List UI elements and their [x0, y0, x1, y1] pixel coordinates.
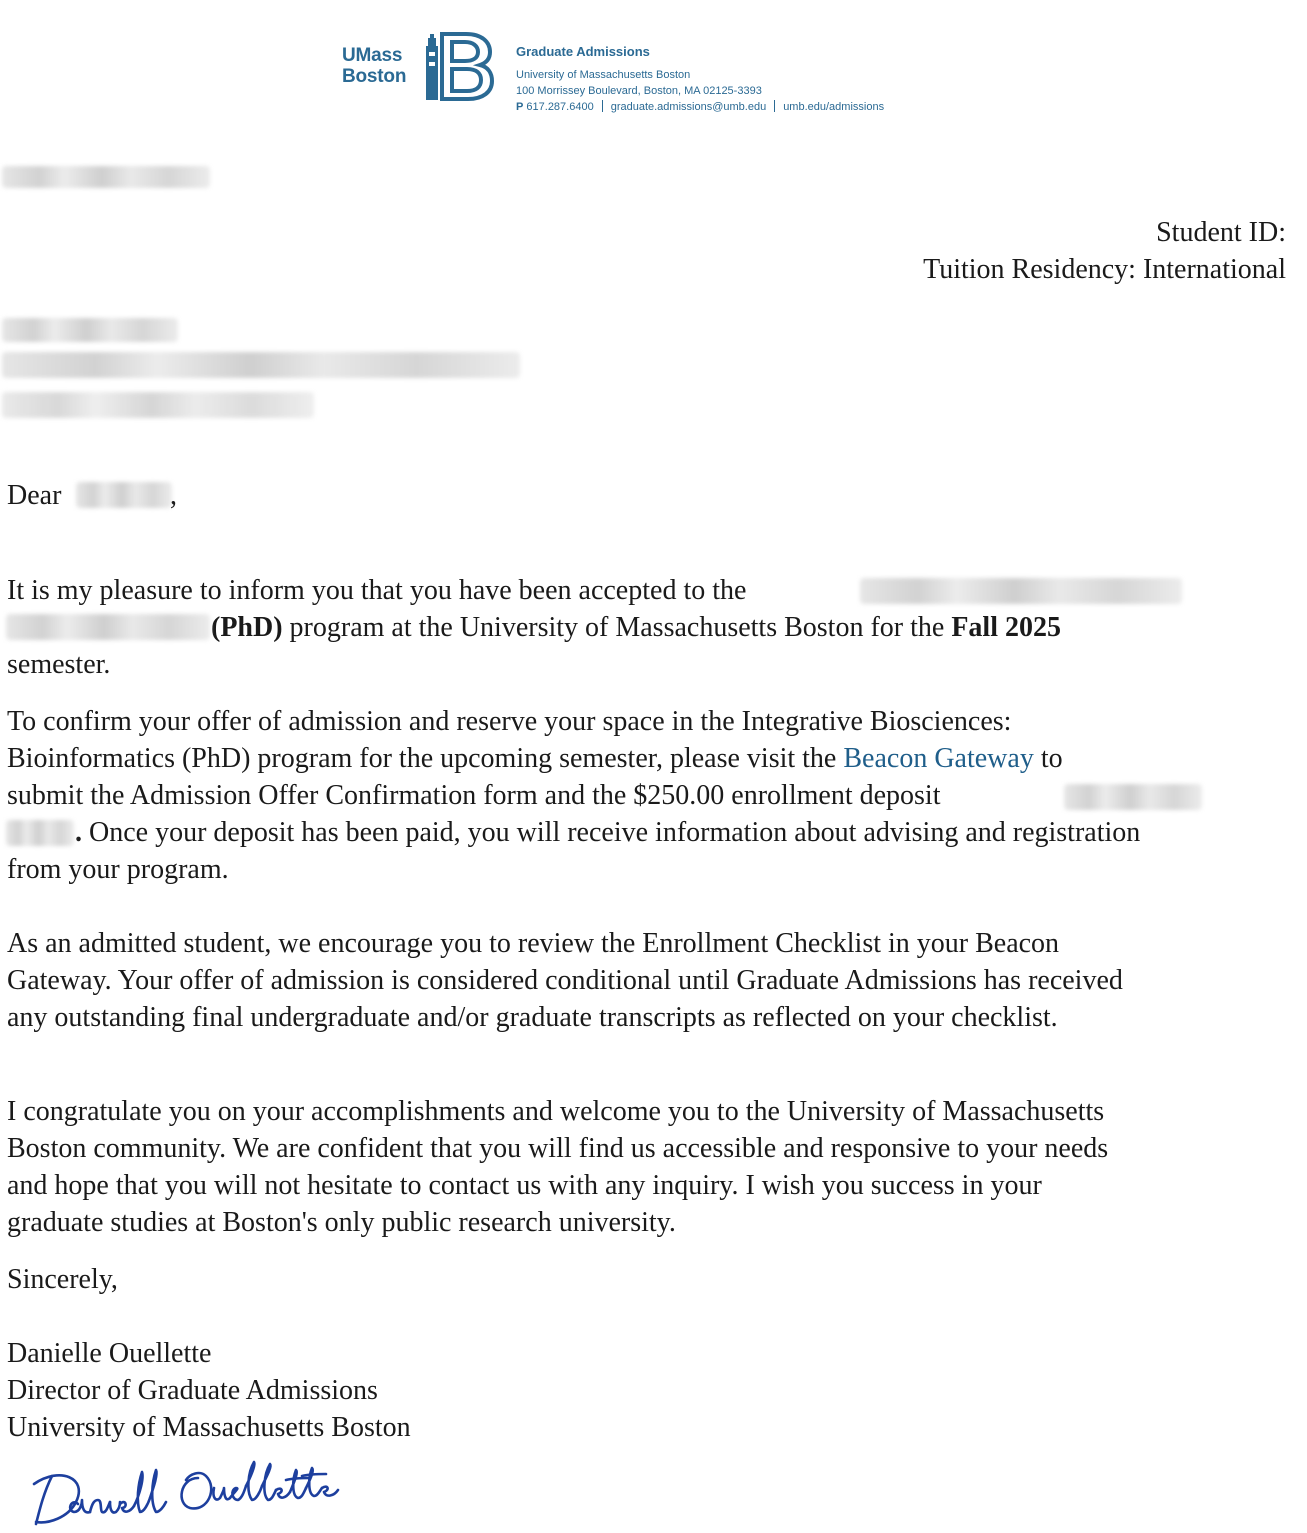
checklist-line-3: any outstanding final undergraduate and/or graduate transcripts as reflected on your checklist. — [7, 1002, 1058, 1033]
redacted-recipient-first-name — [76, 482, 172, 508]
acceptance-text: It is my pleasure to inform you that you have been accepted to the — [7, 575, 747, 606]
greeting-comma: , — [170, 480, 177, 511]
deposit-info-text: Once your deposit has been paid, you will receive information about advising and registration — [89, 817, 1141, 848]
confirmation-line-4 — [7, 814, 1297, 851]
letterhead-contact-block — [516, 44, 884, 115]
redacted-address-line-1 — [2, 352, 520, 378]
congrats-line-1: I congratulate you on your accomplishments and welcome you to the University of Massachusetts — [7, 1096, 1105, 1127]
letterhead — [340, 26, 980, 116]
redacted-deposit-deadline-part-1 — [1064, 784, 1202, 810]
office-title: Graduate Admissions — [516, 44, 650, 59]
checklist-line-2: Gateway. Your offer of admission is considered conditional until Graduate Admissions has received — [7, 965, 1123, 996]
confirmation-line-2 — [7, 740, 1297, 777]
redacted-date — [2, 166, 210, 188]
office-address: 100 Morrissey Boulevard, Boston, MA 02125-3393 — [516, 85, 762, 97]
entry-term: Fall 2025 — [951, 612, 1061, 643]
confirmation-text: Bioinformatics (PhD) program for the upcoming semester, please visit the — [7, 743, 837, 774]
email-address[interactable]: graduate.admissions@umb.edu — [610, 101, 767, 113]
confirmation-line-3: submit the Admission Offer Confirmation form and the $250.00 enrollment deposit — [7, 780, 941, 811]
congrats-line-3: and hope that you will not hesitate to contact us with any inquiry. I wish you success in your — [7, 1170, 1042, 1201]
redacted-recipient-name — [2, 318, 178, 342]
confirmation-text-end: to — [1040, 743, 1063, 774]
phone-label: P — [516, 101, 524, 113]
student-id-label: Student ID: — [1156, 217, 1286, 248]
redacted-program-name-part-2 — [6, 614, 210, 640]
signer-block — [7, 1335, 1297, 1446]
umass-boston-wordmark — [342, 45, 406, 87]
greeting — [7, 477, 61, 514]
confirmation-line-5: from your program. — [7, 854, 229, 885]
confirmation-line-1: To confirm your offer of admission and reserve your space in the Integrative Biosciences: — [7, 706, 1012, 737]
congratulations-paragraph — [7, 1093, 1297, 1241]
closing: Sincerely, — [7, 1264, 118, 1295]
divider — [774, 100, 775, 112]
congrats-line-2: Boston community. We are confident that you will find us accessible and responsive to your needs — [7, 1133, 1109, 1164]
signer-name: Danielle Ouellette — [7, 1338, 212, 1369]
redacted-address-line-2 — [2, 392, 314, 418]
tuition-residency: Tuition Residency: International — [923, 254, 1286, 285]
deadline-end: . — [75, 817, 82, 848]
congrats-line-4: graduate studies at Boston's only public research university. — [7, 1207, 676, 1238]
student-info-block — [923, 214, 1286, 288]
handwritten-signature — [30, 1458, 340, 1530]
redacted-program-name-part-1 — [860, 578, 1182, 604]
acceptance-program-text: program at the University of Massachusetts Boston for the — [289, 612, 945, 643]
website-url[interactable]: umb.edu/admissions — [783, 101, 885, 113]
signer-organization: University of Massachusetts Boston — [7, 1412, 411, 1443]
divider — [602, 100, 603, 112]
contact-line — [516, 99, 884, 115]
beacon-gateway-link[interactable]: Beacon Gateway — [843, 743, 1034, 774]
wordmark-line-2: Boston — [342, 66, 407, 87]
wordmark-line-1: UMass — [342, 45, 403, 66]
signer-title: Director of Graduate Admissions — [7, 1375, 378, 1406]
umass-boston-b-logo-icon — [420, 28, 494, 102]
greeting-word: Dear — [7, 480, 62, 511]
university-name: University of Massachusetts Boston — [516, 69, 691, 81]
redacted-deposit-deadline-part-2 — [6, 820, 74, 846]
acceptance-line-3: semester. — [7, 649, 111, 680]
degree-type: (PhD) — [211, 612, 283, 643]
checklist-line-1: As an admitted student, we encourage you to review the Enrollment Checklist in your Beacon — [7, 928, 1060, 959]
phone-number: 617.287.6400 — [526, 101, 594, 113]
checklist-paragraph — [7, 925, 1297, 1036]
